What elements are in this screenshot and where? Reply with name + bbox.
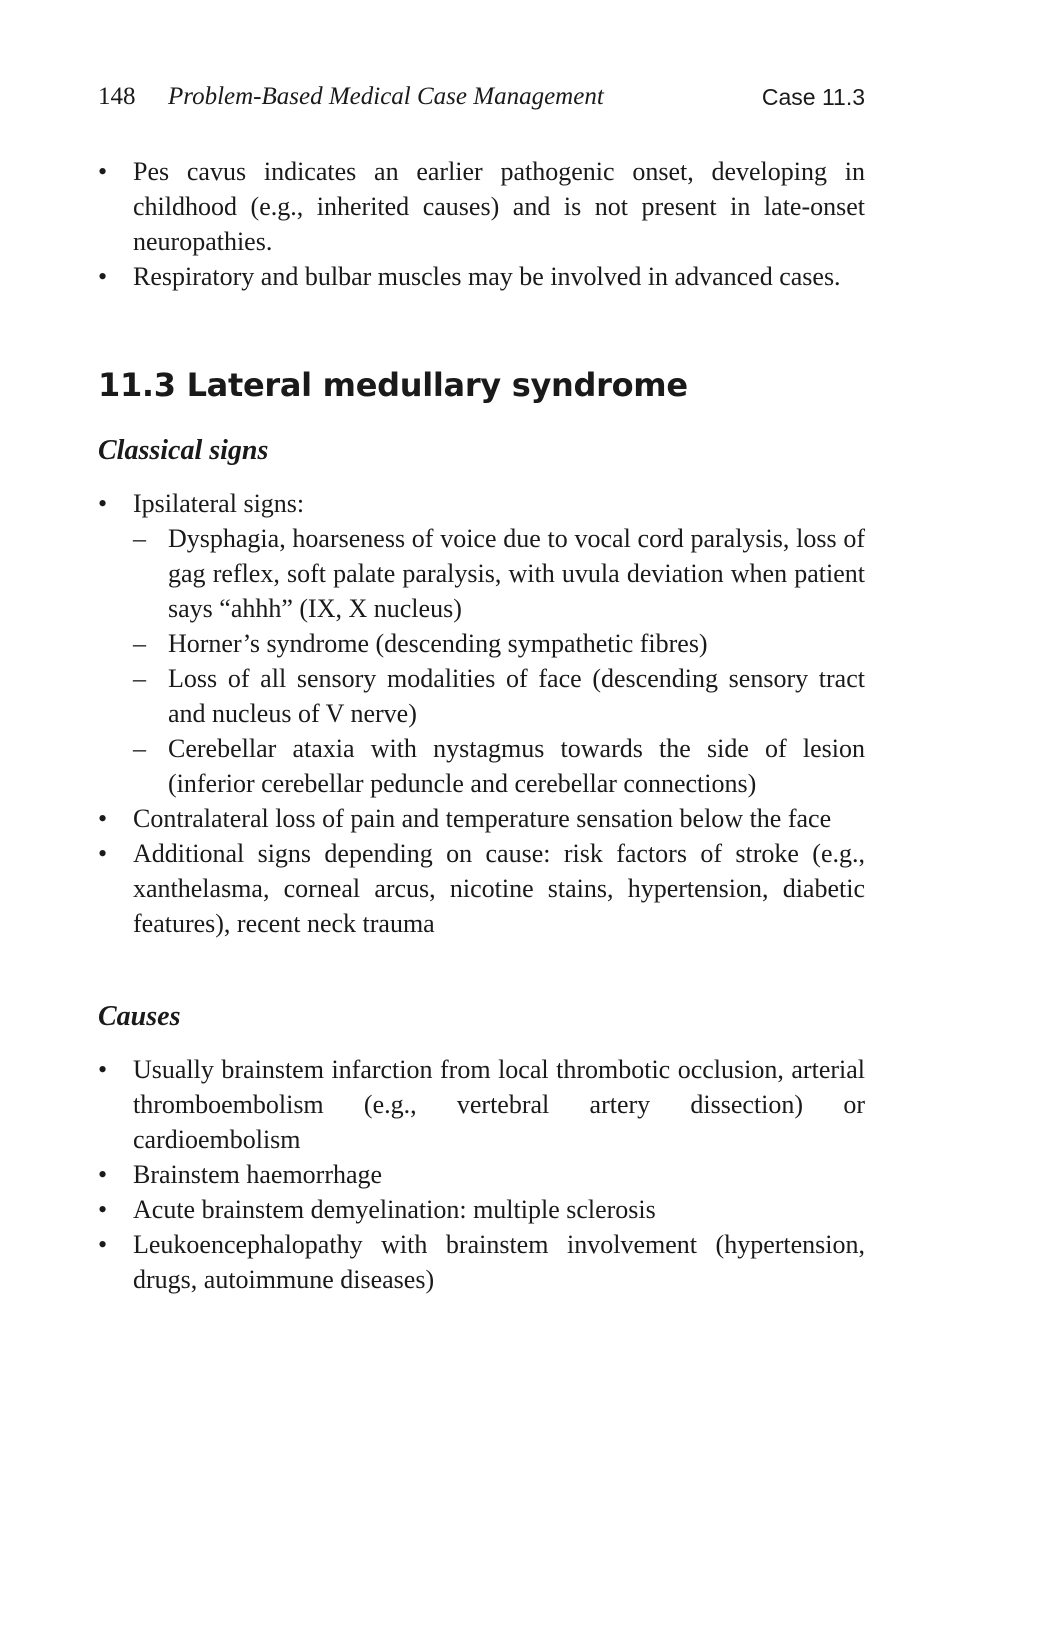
bullet-glyph: • (98, 1230, 108, 1259)
list-item (98, 801, 865, 836)
list-item (98, 259, 865, 294)
list-item-text: Additional signs depending on cause: risk factors of stroke (e.g., xanthelasma, corneal arcus, nicotine stains, hypertension, diabetic features), recent neck trauma (133, 839, 865, 938)
section-heading: 11.3 Lateral medullary syndrome (98, 366, 688, 404)
dash-glyph: – (133, 629, 146, 658)
causes-heading: Causes (98, 1001, 181, 1032)
bullet-glyph: • (98, 839, 108, 868)
list-item (98, 1192, 865, 1227)
list-item-text: Contralateral loss of pain and temperature sensation below the face (133, 804, 832, 833)
list-item (98, 154, 865, 259)
classical-signs-heading: Classical signs (98, 435, 269, 466)
page-content (98, 154, 865, 1297)
page-number: 148 (98, 83, 136, 110)
list-item (98, 1157, 865, 1192)
list-item-text: Pes cavus indicates an earlier pathogenic onset, developing in childhood (e.g., inherited causes) and is not present in late-onset neuropathies. (133, 157, 865, 256)
bullet-glyph: • (98, 489, 108, 518)
causes-list (98, 1052, 865, 1297)
sublist-item (133, 661, 865, 731)
sublist-item-text: Loss of all sensory modalities of face (descending sensory tract and nucleus of V nerve) (168, 664, 865, 728)
list-item-text: Acute brainstem demyelination: multiple sclerosis (133, 1195, 656, 1224)
list-item (98, 836, 865, 941)
bullet-glyph: • (98, 1160, 108, 1189)
sublist-item-text: Horner’s syndrome (descending sympathetic fibres) (168, 629, 708, 658)
list-item-text: Respiratory and bulbar muscles may be involved in advanced cases. (133, 262, 841, 291)
sublist-item-text: Cerebellar ataxia with nystagmus towards the side of lesion (inferior cerebellar peduncle and cerebellar connections) (168, 734, 865, 798)
bullet-glyph: • (98, 1055, 108, 1084)
ipsilateral-label: Ipsilateral signs: (133, 489, 305, 518)
ipsilateral-sublist (133, 521, 865, 801)
sublist-item (133, 521, 865, 626)
sublist-item-text: Dysphagia, hoarseness of voice due to vocal cord paralysis, loss of gag reflex, soft palate paralysis, with uvula deviation when patient says “ahhh” (IX, X nucleus) (168, 524, 865, 623)
sublist-item (133, 626, 865, 661)
list-item-text: Usually brainstem infarction from local thrombotic occlusion, arterial thromboembolism (e.g., vertebral artery dissection) or cardioembolism (133, 1055, 865, 1154)
dash-glyph: – (133, 524, 146, 553)
sublist-item (133, 731, 865, 801)
case-label: Case 11.3 (761, 84, 865, 110)
dash-glyph: – (133, 664, 146, 693)
list-item (98, 486, 865, 801)
bullet-glyph: • (98, 804, 108, 833)
book-title: Problem-Based Medical Case Management (168, 83, 604, 110)
classical-signs-list (98, 486, 865, 941)
intro-bullet-list (98, 154, 865, 294)
bullet-glyph: • (98, 1195, 108, 1224)
dash-glyph: – (133, 734, 146, 763)
list-item-text: Brainstem haemorrhage (133, 1160, 383, 1189)
list-item (98, 1052, 865, 1157)
bullet-glyph: • (98, 262, 108, 291)
list-item (98, 1227, 865, 1297)
running-head (98, 80, 865, 114)
bullet-glyph: • (98, 157, 108, 186)
list-item-text: Leukoencephalopathy with brainstem involvement (hypertension, drugs, autoimmune diseases) (133, 1230, 865, 1294)
